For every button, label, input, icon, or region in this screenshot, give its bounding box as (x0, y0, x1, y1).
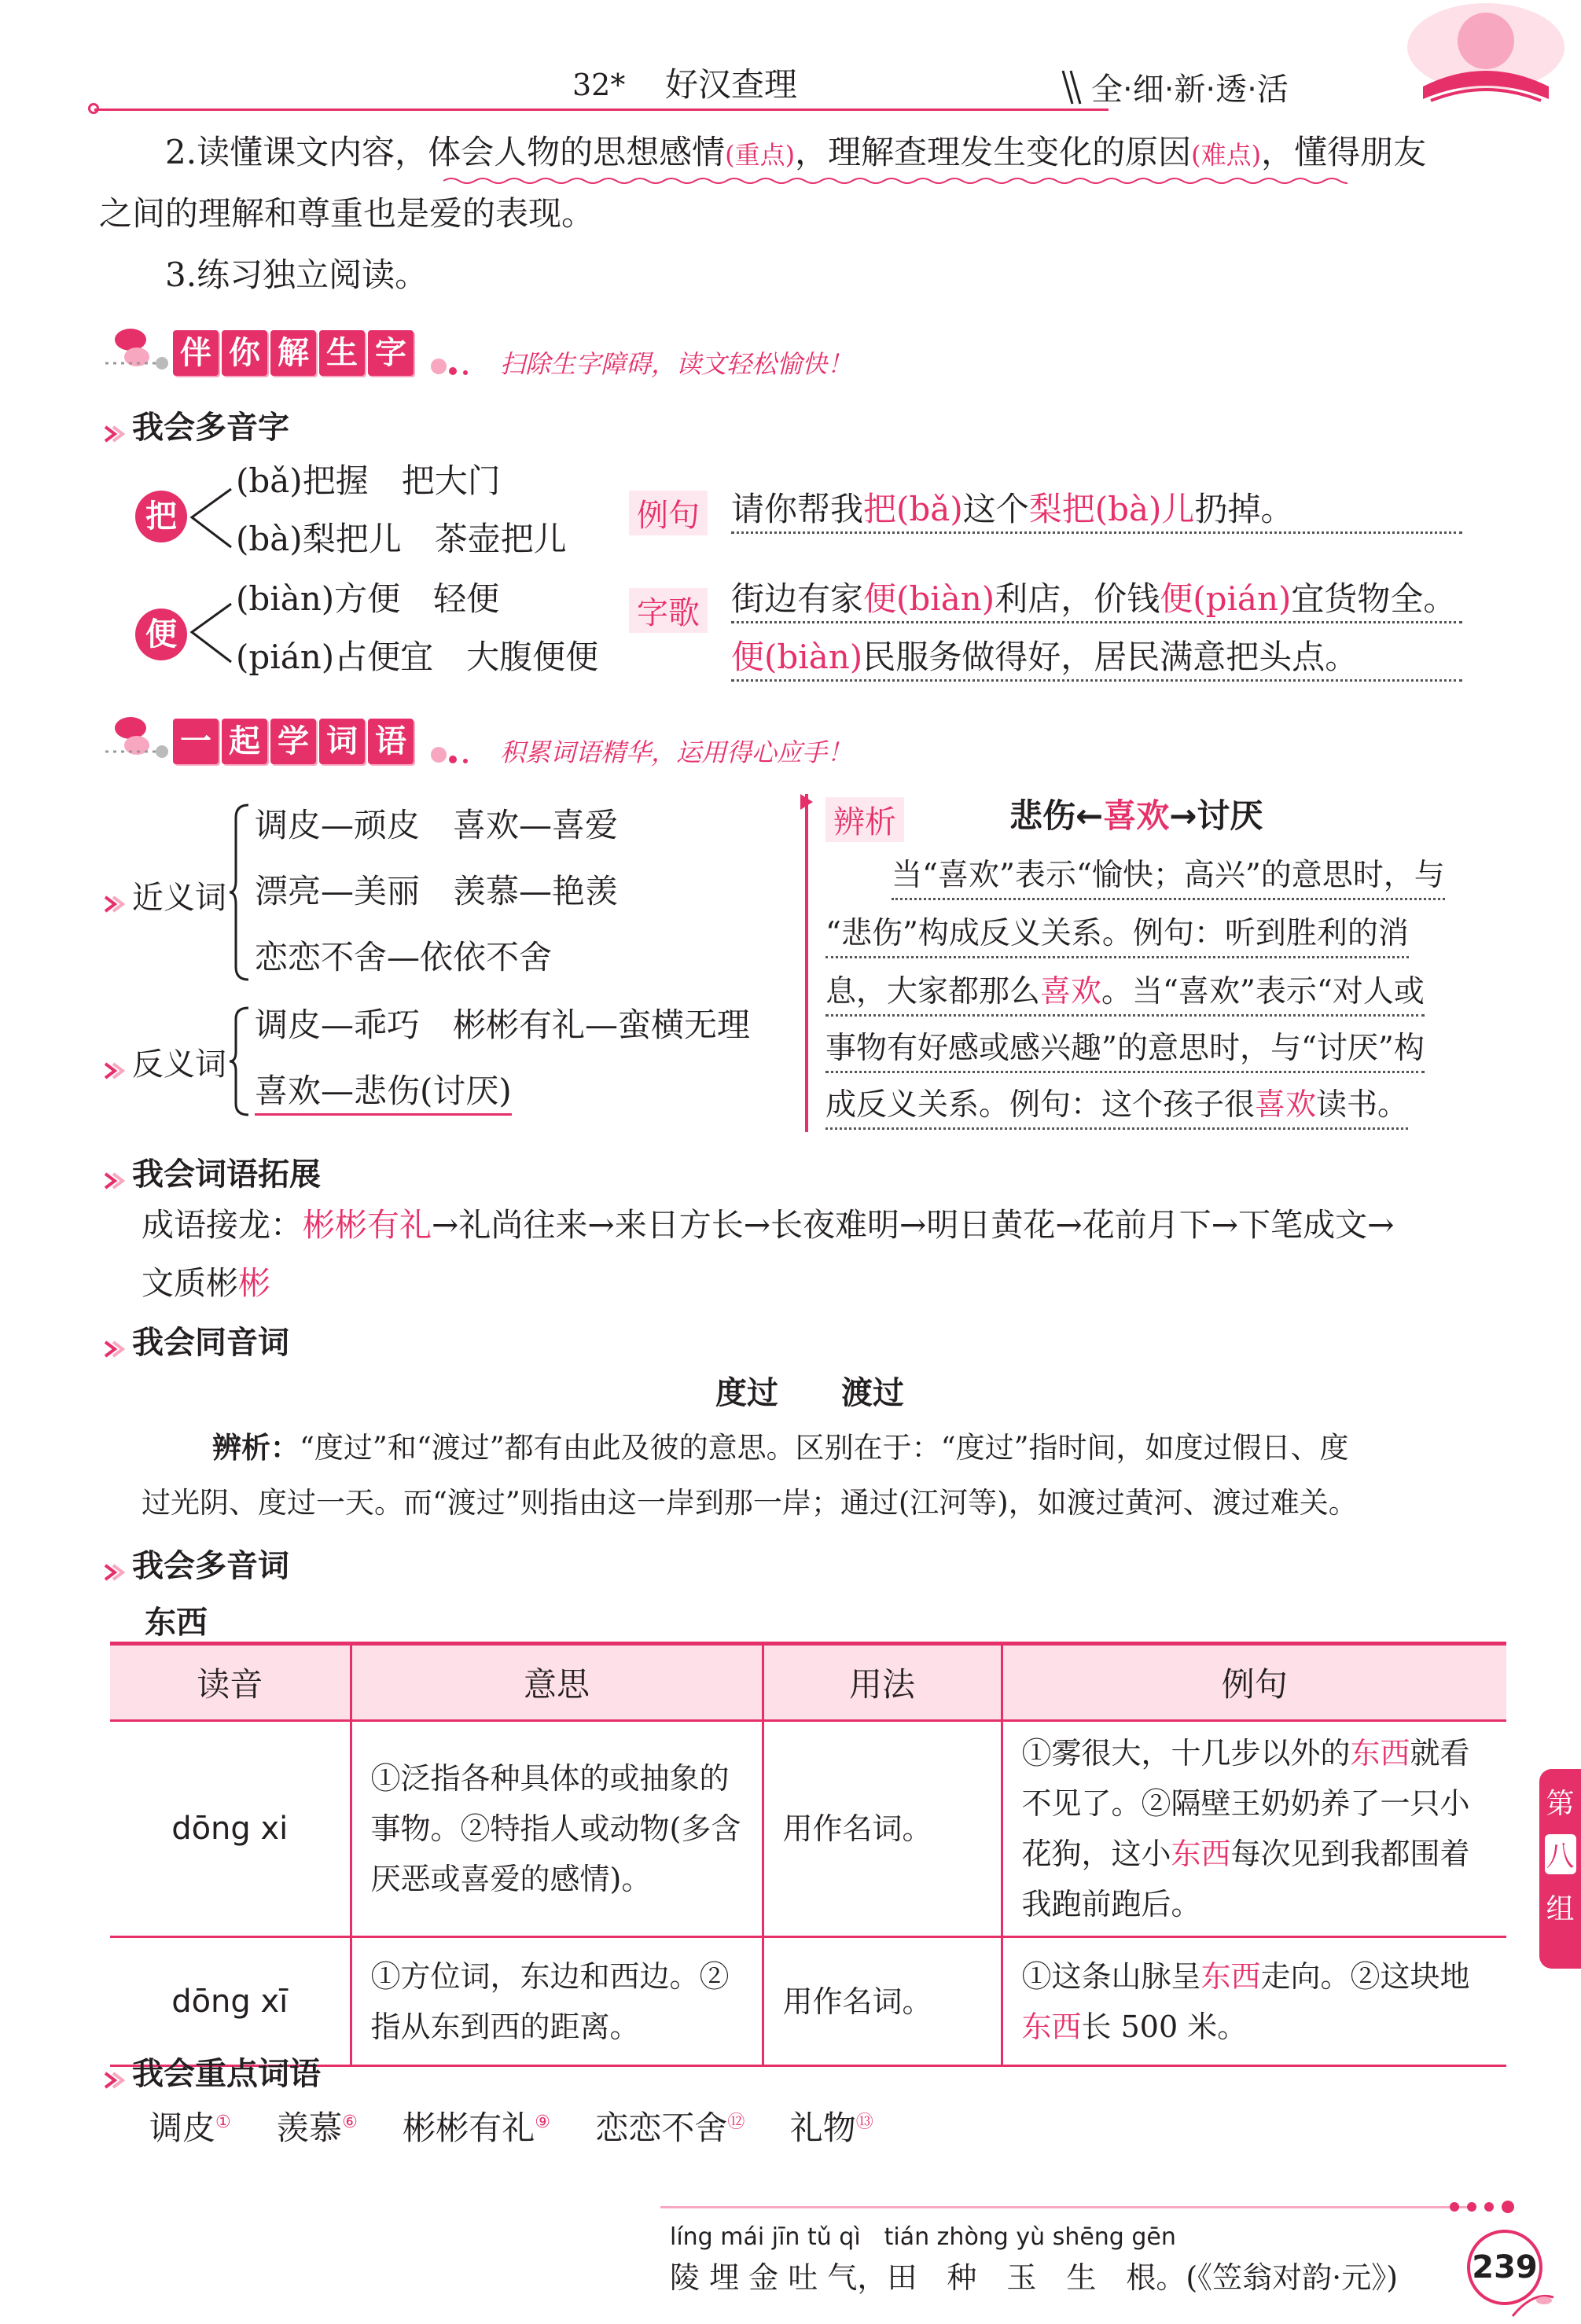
bian-rhyme-c: 利店，价钱 (995, 579, 1160, 618)
list-item (595, 2109, 745, 2147)
analysis-label: 辨析 (825, 797, 904, 842)
analysis-title-a: 悲伤← (1009, 796, 1104, 835)
table-header-usage: 用法 (763, 1644, 1002, 1721)
row2-example-a: ①这条山脉呈 (1021, 1958, 1201, 1994)
goal-2-difficult-tag: (难点) (1191, 140, 1262, 170)
bracket-icon (186, 598, 233, 668)
goal-2-key-tag: (重点) (725, 140, 796, 170)
analysis-line-1: 当“喜欢”表示“愉快；高兴”的意思时，与 (892, 854, 1445, 900)
synonym-3: 恋恋不舍—依依不舍 (255, 938, 553, 976)
section-arrow-icon (102, 1164, 126, 1188)
butterfly-icon (99, 711, 170, 766)
banner1-char-3: 解 (270, 330, 316, 376)
list-item (790, 2109, 873, 2147)
row2-example-e: 长 500 米。 (1081, 2009, 1248, 2044)
row1-example-d: 东西 (1171, 1837, 1231, 1871)
page-number: 239 (1472, 2249, 1538, 2285)
list-item (276, 2109, 358, 2147)
analysis-line-5c: 读书。 (1316, 1087, 1409, 1123)
synonym-1: 调皮—顽皮 喜欢—喜爱 (255, 806, 619, 844)
antonym-1: 调皮—乖巧 彬彬有礼—蛮横无理 (255, 1006, 751, 1044)
side-tab-char-3: 组 (1546, 1893, 1575, 1925)
key-word: 调皮 (149, 2109, 216, 2147)
flower-icon (428, 739, 475, 770)
analysis-line-5a: 成反义关系。例句：这个孩子很 (825, 1087, 1256, 1123)
poly-words-heading (102, 1541, 289, 1586)
ba-sentence-a: 请你帮我 (731, 490, 864, 528)
goal-2-line-2: 之间的理解和尊重也是爱的表现。 (99, 194, 595, 233)
analysis-line-3a: 息，大家都那么 (825, 974, 1041, 1009)
key-word-mark: ⑨ (535, 2113, 550, 2132)
table-header-meaning: 意思 (351, 1644, 763, 1721)
banner2-char-2: 起 (222, 719, 267, 764)
antonym-brace-icon (228, 1005, 252, 1118)
table-header-reading: 读音 (110, 1644, 351, 1721)
key-words-heading-text: 我会重点词语 (132, 2056, 321, 2092)
analysis-line-5 (825, 1083, 1408, 1130)
goal-2-text-c: ，懂得朋友 (1261, 133, 1427, 171)
footer-pinyin: líng mái jīn tǔ qì tián zhòng yù shēng gēn (670, 2223, 1176, 2251)
butterfly-icon (99, 322, 170, 377)
ba-sentence-e: 扔掉。 (1194, 490, 1294, 528)
row1-reading: dōng xi (110, 1721, 351, 1937)
synonym-2: 漂亮—美丽 羡慕—艳羡 (255, 872, 619, 910)
key-word: 恋恋不舍 (595, 2109, 728, 2147)
antonym-2: 喜欢—悲伤(讨厌) (255, 1069, 512, 1116)
row1-example (1002, 1721, 1506, 1937)
analysis-title (1009, 794, 1263, 838)
key-word-mark: ⑥ (342, 2113, 358, 2132)
analysis-line-3c: 。当“喜欢”表示“对人或 (1101, 974, 1425, 1009)
key-word: 羡慕 (276, 2109, 343, 2147)
synonym-label (102, 873, 226, 917)
footer-verse-text: 陵 埋 金 吐 气，田 种 玉 生 根。 (670, 2260, 1186, 2295)
analysis-title-b: 喜欢 (1103, 796, 1170, 835)
polyphone-ba-line1: (bǎ)把握 把大门 (236, 461, 501, 500)
list-item (403, 2109, 550, 2147)
goal-2-text-a: 2.读懂课文内容，体会人物的思想感情 (165, 133, 726, 171)
idiom-chain-prefix: 成语接龙： (142, 1206, 303, 1244)
row2-example (1002, 1937, 1506, 2066)
analysis-line-5b: 喜欢 (1255, 1087, 1317, 1123)
antonym-label-text: 反义词 (132, 1046, 226, 1083)
idiom-chain-last-a: 文质彬 (142, 1264, 238, 1302)
section-arrow-icon (102, 417, 126, 441)
row2-meaning: ①方位词，东边和西边。②指从东到西的距离。 (351, 1937, 763, 2066)
footer-verse-source: (《笠翁对韵·元》) (1186, 2260, 1399, 2295)
row2-usage: 用作名词。 (763, 1937, 1002, 2066)
antonym-label (102, 1039, 226, 1084)
banner2-char-1: 一 (173, 719, 219, 764)
goal-3: 3.练习独立阅读。 (165, 256, 428, 294)
table-header-example: 例句 (1002, 1644, 1506, 1721)
banner-learn-words (173, 719, 417, 764)
polyphone-bian-char: 便 (135, 609, 187, 660)
row1-usage: 用作名词。 (763, 1721, 1002, 1937)
poly-word: 东西 (145, 1605, 208, 1641)
bian-rhyme-d: 便(pián) (1160, 579, 1292, 618)
row1-example-a: ①雾很大，十几步以外的 (1021, 1736, 1351, 1771)
side-tab-char-1: 第 (1546, 1788, 1575, 1820)
analysis-line-3 (825, 970, 1425, 1017)
table-row (110, 1721, 1506, 1937)
goal-2-text-b: ，理解查理发生变化的原因 (795, 133, 1192, 171)
polyphone-bian-rhyme-1 (731, 577, 1462, 623)
row1-example-b: 东西 (1350, 1736, 1410, 1771)
row2-example-d: 东西 (1021, 2009, 1082, 2044)
section-arrow-icon (102, 2064, 126, 2087)
bian-rhyme-a: 街边有家 (731, 579, 864, 618)
table-header-row (110, 1644, 1506, 1721)
analysis-line-3b: 喜欢 (1040, 974, 1102, 1009)
homophone-line-2: 过光阴、度过一天。而“渡过”则指由这一岸到那一岸；通过(江河等)，如渡过黄河、渡过难关。 (142, 1486, 1358, 1520)
homophone-line-1 (212, 1426, 1349, 1470)
analysis-line-4: 事物有好感或感兴趣”的意思时，与“讨厌”构 (825, 1027, 1425, 1073)
footer-dots-icon (1447, 2198, 1517, 2216)
idiom-chain-line-1 (142, 1203, 1394, 1247)
analysis-title-c: →讨厌 (1169, 796, 1263, 835)
idiom-chain-last-b: 彬 (238, 1264, 270, 1302)
bian-rhyme-g: 民服务做得好，居民满意把头点。 (862, 638, 1359, 676)
lesson-number: 32* (572, 68, 626, 102)
section-arrow-icon (102, 1556, 126, 1579)
footer-verse (670, 2258, 1398, 2297)
book-logo-icon (1392, 0, 1581, 118)
homophone-label: 辨析： (212, 1431, 300, 1465)
banner2-subtitle: 积累词语精华，运用得心应手！ (500, 737, 853, 767)
banner2-char-5: 语 (368, 719, 414, 764)
polyphone-ba-line2: (bà)梨把儿 茶壶把儿 (236, 520, 567, 558)
polyphone-bian-rhyme-2 (731, 635, 1462, 682)
homophone-heading-text: 我会同音词 (132, 1325, 289, 1361)
synonym-brace-icon (228, 802, 252, 983)
row2-example-b: 东西 (1200, 1958, 1261, 1994)
section-arrow-icon (102, 1333, 126, 1356)
row1-example-c: 就看不见了。②隔壁王奶奶养了一只小花狗，这小 (1021, 1736, 1470, 1871)
bian-rhyme-f: 便(biàn) (731, 638, 863, 676)
row1-meaning: ①泛指各种具体的或抽象的事物。②特指人或动物(多含厌恶或喜爱的感情)。 (351, 1721, 763, 1937)
expand-heading-text: 我会词语拓展 (132, 1156, 321, 1193)
header-rule-dot (88, 103, 99, 114)
polyphone-bian-line2: (pián)占便宜 大腹便便 (236, 638, 599, 676)
row1-example-e: 每次见到我都围着我跑前跑后。 (1021, 1837, 1470, 1921)
homophone-text-1: “度过”和“渡过”都有由此及彼的意思。区别在于：“度过”指时间，如度过假日、度 (300, 1431, 1349, 1465)
expand-heading (102, 1149, 321, 1194)
table-row (110, 1937, 1506, 2066)
synonym-label-text: 近义词 (132, 880, 226, 916)
key-word-mark: ⑬ (855, 2113, 873, 2132)
poly-words-heading-text: 我会多音词 (132, 1548, 289, 1584)
footer-leaf-icon (1509, 2289, 1557, 2321)
polyphone-heading (102, 403, 289, 447)
bian-rhyme-b: 便(biàn) (863, 579, 995, 618)
flower-icon (428, 351, 475, 382)
banner1-char-2: 你 (222, 330, 267, 376)
footer-rule (660, 2206, 1470, 2208)
bracket-icon (186, 483, 233, 553)
row2-reading: dōng xī (110, 1937, 351, 2066)
analysis-pointer-icon (797, 792, 816, 811)
key-word-mark: ⑫ (727, 2113, 745, 2132)
key-words-list (149, 2101, 873, 2150)
bian-rhyme-e: 宜货物全。 (1291, 579, 1457, 618)
list-item (149, 2109, 231, 2147)
polyphone-bian-line1: (biàn)方便 轻便 (236, 579, 500, 618)
idiom-chain-line-2 (142, 1261, 270, 1305)
banner1-char-1: 伴 (173, 330, 219, 376)
goal-2-wavy-underline (443, 173, 1348, 181)
homophone-title: 度过 渡过 (715, 1375, 904, 1411)
slogan-slash-icon (1060, 68, 1083, 107)
idiom-chain-first: 彬彬有礼 (303, 1206, 432, 1244)
key-word: 彬彬有礼 (403, 2109, 535, 2147)
side-tab-char-2: 八 (1545, 1834, 1576, 1874)
analysis-line-2: “悲伤”构成反义关系。例句：听到胜利的消 (825, 912, 1409, 958)
goal-2-line-1 (165, 131, 1426, 177)
section-arrow-icon (102, 888, 126, 911)
banner-learn-characters (173, 330, 417, 376)
ba-sentence-b: 把(bǎ) (863, 490, 963, 528)
banner1-char-5: 字 (368, 330, 414, 376)
key-words-heading (102, 2049, 321, 2094)
key-word-mark: ① (215, 2113, 231, 2132)
header-rule (94, 108, 1109, 111)
polyphone-heading-text: 我会多音字 (132, 410, 289, 446)
banner2-char-3: 学 (270, 719, 316, 764)
banner1-subtitle: 扫除生字障碍，读文轻松愉快！ (500, 349, 853, 379)
analysis-box (805, 794, 1476, 1132)
banner2-char-4: 词 (319, 719, 365, 764)
homophone-heading (102, 1318, 289, 1362)
header-slogan: 全·细·新·透·活 (1091, 72, 1289, 108)
polyphone-ba-sentence (731, 487, 1462, 534)
ba-sentence-c: 这个 (962, 490, 1029, 528)
idiom-chain-rest: →礼尚往来→来日方长→长夜难明→明日黄花→花前月下→下笔成文→ (432, 1206, 1395, 1244)
banner1-char-4: 生 (319, 330, 365, 376)
key-word: 礼物 (789, 2109, 856, 2147)
lesson-title: 好汉查理 (665, 65, 798, 104)
polyphone-bian-label: 字歌 (629, 588, 708, 633)
row2-example-c: 走向。②这块地 (1260, 1958, 1470, 1994)
polyphone-ba-char: 把 (135, 491, 187, 542)
ba-sentence-d: 梨把(bà)儿 (1028, 490, 1195, 528)
side-tab-unit (1539, 1769, 1581, 1969)
polyphone-ba-label: 例句 (629, 491, 708, 535)
poly-words-table (110, 1642, 1506, 2067)
section-arrow-icon (102, 1054, 126, 1078)
